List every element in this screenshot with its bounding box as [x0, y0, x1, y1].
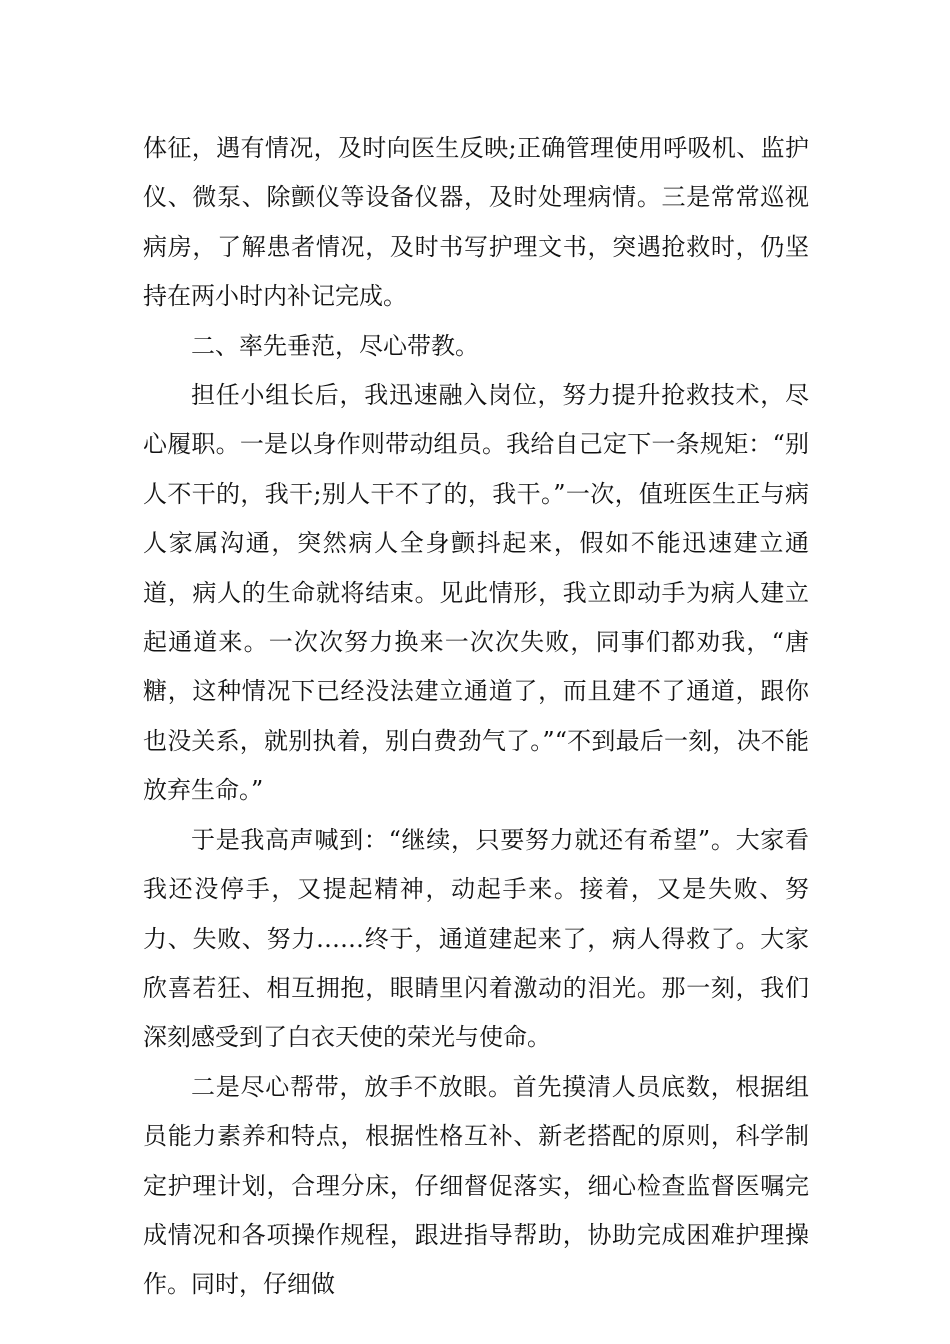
paragraph: 担任小组长后，我迅速融入岗位，努力提升抢救技术，尽心履职。一是以身作则带动组员。我给自己定下一条规矩：“别人不干的，我干;别人干不了的，我干。”一次，值班医生正与病人家属沟通，突然病人全身颤抖起来，假如不能迅速建立通道，病人的生命就将结束。见此情形，我立即动手为病人建立起通道来。一次次努力换来一次次失败，同事们都劝我，“唐糖，这种情况下已经没法建立通道了，而且建不了通道，跟你也没关系，就别执着，别白费劲气了。”“不到最后一刻，决不能放弃生命。” [143, 381, 809, 805]
paragraph: 于是我高声喊到：“继续，只要努力就还有希望”。大家看我还没停手，又提起精神，动起手来。接着，又是失败、努力、失败、努力……终于，通道建起来了，病人得救了。大家欣喜若狂、相互拥抱，眼睛里闪着激动的泪光。那一刻，我们深刻感受到了白衣天使的荣光与使命。 [143, 825, 809, 1052]
document-body [143, 124, 809, 1310]
section-heading: 二、率先垂范，尽心带教。 [191, 331, 479, 360]
paragraph-continued: 体征，遇有情况，及时向医生反映;正确管理使用呼吸机、监护仪、微泵、除颤仪等设备仪器，及时处理病情。三是常常巡视病房，了解患者情况，及时书写护理文书，突遇抢救时，仍坚持在两小时内补记完成。 [143, 134, 809, 311]
paragraph: 二是尽心帮带，放手不放眼。首先摸清人员底数，根据组员能力素养和特点，根据性格互补、新老搭配的原则，科学制定护理计划，合理分床，仔细督促落实，细心检查监督医嘱完成情况和各项操作规程，跟进指导帮助，协助完成困难护理操作。同时，仔细做 [143, 1072, 809, 1299]
